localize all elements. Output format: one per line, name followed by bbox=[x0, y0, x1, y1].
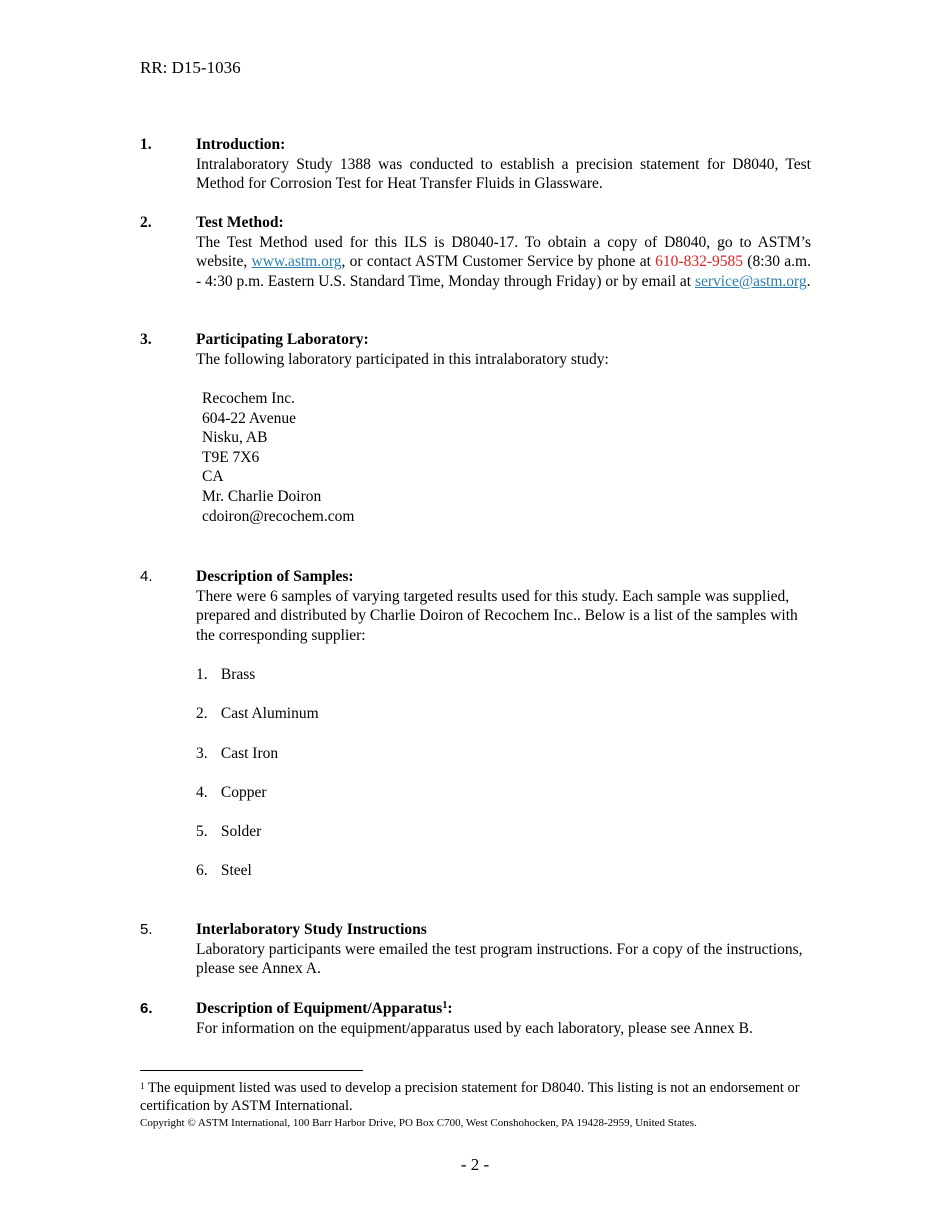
section-1-body: Intralaboratory Study 1388 was conducted to establish a precision statement for D8040, Test Method for Corrosion Test for Heat Transfer Fluids in Glassware. bbox=[196, 155, 811, 193]
section-3-body: The following laboratory participated in this intralaboratory study: bbox=[196, 350, 609, 368]
sample-item: 4. Copper bbox=[196, 784, 267, 801]
section-1-number: 1. bbox=[140, 136, 152, 153]
section-3-number: 3. bbox=[140, 331, 152, 348]
section-5-body: Laboratory participants were emailed the test program instructions. For a copy of the instructions, please see Annex A. bbox=[196, 940, 803, 978]
section-6-title: Description of Equipment/Apparatus$^1$: bbox=[196, 1000, 453, 1017]
astm-website-link[interactable]: www.astm.org bbox=[251, 253, 342, 271]
section-6 bbox=[196, 999, 811, 1038]
section-5-title: Interlaboratory Study Instructions bbox=[196, 921, 427, 938]
section-3-title: Participating Laboratory: bbox=[196, 331, 369, 348]
sample-item: 1. Brass bbox=[196, 666, 256, 683]
section-2-text-c: (8:30 a.m. - 4:30 p.m. Eastern U.S. Standard Time, Monday through Friday) or by email at bbox=[196, 253, 811, 290]
section-2-number: 2. bbox=[140, 214, 152, 231]
customer-service-phone: 610-832-9585 bbox=[655, 253, 743, 271]
address-line: 604-22 Avenue bbox=[202, 409, 296, 427]
section-1 bbox=[196, 135, 811, 194]
section-4-title: Description of Samples: bbox=[196, 568, 354, 585]
section-6-number: 6. bbox=[140, 1000, 153, 1017]
laboratory-address bbox=[202, 389, 354, 526]
sample-item: 6. Steel bbox=[196, 862, 252, 879]
footnote bbox=[140, 1079, 820, 1115]
sample-item: 3. Cast Iron bbox=[196, 745, 279, 762]
address-line: CA bbox=[202, 468, 224, 486]
section-3 bbox=[196, 330, 811, 369]
page-number: - 2 - bbox=[460, 1155, 490, 1174]
service-email-link[interactable]: service@astm.org bbox=[694, 272, 807, 290]
section-4-number: 4. bbox=[140, 568, 153, 585]
section-4-body: There were 6 samples of varying targeted results used for this study. Each sample was supplied, prepared and distributed by Charlie Doiron of Recochem Inc.. Below is a list of the samples with the corresponding supplier: bbox=[196, 587, 798, 644]
report-id-header: RR: D15-1036 bbox=[140, 58, 241, 77]
section-2-title: Test Method: bbox=[196, 214, 284, 231]
section-2-text-d: . bbox=[806, 272, 811, 290]
footnote-divider bbox=[140, 1070, 363, 1071]
footnote-reference[interactable]: 1 bbox=[442, 1000, 448, 1011]
footnote-mark: 1 bbox=[140, 1081, 145, 1091]
address-line: T9E 7X6 bbox=[202, 448, 260, 466]
sample-item: 2. Cast Aluminum bbox=[196, 705, 319, 722]
section-1-title: Introduction: bbox=[196, 136, 286, 153]
sample-item: 5. Solder bbox=[196, 823, 262, 840]
section-2 bbox=[196, 213, 811, 291]
address-line: cdoiron@recochem.com bbox=[202, 507, 355, 525]
section-2-body bbox=[196, 233, 811, 292]
address-line: Mr. Charlie Doiron bbox=[202, 487, 322, 505]
section-2-text-b: , or contact ASTM Customer Service by phone at bbox=[341, 253, 656, 271]
footnote-text: The equipment listed was used to develop a precision statement for D8040. This listing is not an endorsement or certification by ASTM International. bbox=[140, 1080, 800, 1114]
section-2-text-a: The Test Method used for this ILS is D8040-17. To obtain a copy of D8040, go to ASTM’s website, bbox=[196, 233, 811, 271]
section-5-number: 5. bbox=[140, 921, 153, 938]
copyright-notice: Copyright © ASTM International, 100 Barr Harbor Drive, PO Box C700, West Conshohocken, PA 19428-2959, United States. bbox=[140, 1117, 697, 1129]
address-line: Nisku, AB bbox=[202, 429, 268, 447]
section-6-body: For information on the equipment/apparatus used by each laboratory, please see Annex B. bbox=[196, 1019, 753, 1037]
section-4 bbox=[196, 567, 811, 645]
section-5 bbox=[196, 920, 811, 979]
address-line: Recochem Inc. bbox=[202, 390, 295, 407]
